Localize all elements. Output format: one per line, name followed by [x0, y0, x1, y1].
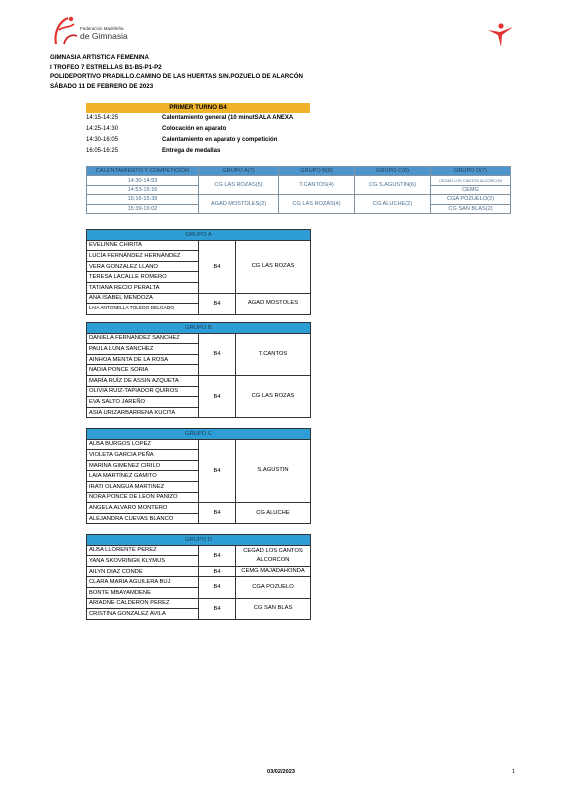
group-table — [86, 534, 311, 620]
schedule-time: 16:05-16:25 — [86, 148, 119, 154]
header-line: POLIDEPORTIVO PRADILLO.CAMINO DE LAS HUERTAS S/N.POZUELO DE ALARCÓN — [50, 73, 304, 81]
gymnast-name: EVELINNE CHIRITA — [87, 240, 199, 251]
rotation-cell: CEGAD LOS CANTOS ALCORCON — [431, 176, 511, 185]
rotation-time: 14:53-15:16 — [87, 185, 199, 194]
federation-logo — [50, 14, 140, 48]
club-cell: CG ALUCHE — [236, 503, 311, 524]
gymnast-row — [87, 333, 311, 344]
schedule-desc: Colocación en aparato — [162, 126, 227, 132]
group-title: GRUPO D — [87, 535, 311, 546]
gymnast-name: CLARA MARIA AGUILERA BUJ — [87, 577, 199, 588]
gymnast-name: YANA SKOVRINGK KLYMUS — [87, 556, 199, 567]
rotation-time: 15:39-16:02 — [87, 204, 199, 213]
header-line: I TROFEO 7 ESTRELLAS B1-B5-P1-P2 — [50, 63, 162, 71]
gymnast-row — [87, 439, 311, 450]
schedule-time: 14:30-16:05 — [86, 137, 119, 143]
gymnast-name: CRISTINA GONZALEZ AVILA — [87, 609, 199, 620]
gymnast-name: VIOLETA GARCIA PEÑA — [87, 450, 199, 461]
group-header-row — [87, 429, 311, 440]
club-cell: CG LAS ROZAS — [236, 240, 311, 293]
gymnast-name: IRATI OLANGUA MARTINEZ — [87, 481, 199, 492]
gymnast-name: NORA PONCE DE LEON PANIZO — [87, 492, 199, 503]
rotation-cell: CEMG — [431, 185, 511, 194]
gymnast-name: OLIVIA RUIZ-TAPIADOR QUIROS — [87, 386, 199, 397]
gymnast-name: BONTE MBAYAMDENE — [87, 587, 199, 598]
level-cell: B4 — [199, 439, 236, 503]
gymnast-name: AILYN DIAZ CONDE — [87, 566, 199, 577]
rotation-header: GRUPO D(7) — [431, 167, 511, 176]
group-header-row — [87, 230, 311, 241]
gymnast-name: LAIA ANTONELLA TOLEDO DELGADO — [87, 304, 199, 315]
gymnast-name: EVA SALTO JAREÑO — [87, 397, 199, 408]
turno-title: PRIMER TURNO B4 — [86, 103, 310, 113]
header-line: GIMNASIA ARTISTICA FEMENINA — [50, 54, 149, 61]
rotation-row — [87, 176, 511, 185]
group-table — [86, 229, 311, 315]
gymnast-name: PAULA LUNA SANCHEZ — [87, 344, 199, 355]
level-cell: B4 — [199, 240, 236, 293]
gymnast-row — [87, 240, 311, 251]
rotation-time: 14:30-14:53 — [87, 176, 199, 185]
gymnast-name: MARÍA RUÍZ DE ASSIN AZQUETA — [87, 375, 199, 386]
gymnast-name: ALBA LLORENTE PEREZ — [87, 545, 199, 556]
group-table — [86, 428, 311, 524]
schedule-desc: Entrega de medallas — [162, 148, 221, 154]
gymnast-name: ALEJANDRA CUEVAS BLANCO — [87, 513, 199, 524]
gymnast-name: NADIA PONCE SORIA — [87, 365, 199, 376]
schedule-time: 14:25-14:30 — [86, 126, 119, 132]
schedule-row — [86, 146, 326, 157]
level-cell: B4 — [199, 545, 236, 566]
club-cell: CEMG MAJADAHONDA — [236, 566, 311, 577]
schedule-time: 14:15-14:25 — [86, 115, 119, 121]
schedule-row — [86, 124, 326, 135]
level-cell: B4 — [199, 333, 236, 375]
rotation-header: GRUPO C(8) — [355, 167, 431, 176]
org-name-line2: de Gimnasia — [80, 31, 128, 41]
rotation-cell: CGA POZUELO(2) — [431, 195, 511, 204]
org-name-line1: Federación Madrileña — [80, 26, 124, 31]
club-cell: AGAD MOSTOLES — [236, 293, 311, 314]
group-table — [86, 322, 311, 418]
rotation-cell: CG ALUCHE(2) — [355, 195, 431, 214]
gymnast-logo-icon — [487, 22, 515, 53]
gymnast-name: ALBA BURGOS LOPEZ — [87, 439, 199, 450]
club-cell: CG SAN BLAS — [236, 598, 311, 619]
gymnast-name: VERA GONZALEZ LLANO — [87, 261, 199, 272]
group-header-row — [87, 323, 311, 334]
level-cell: B4 — [199, 566, 236, 577]
gymnast-row — [87, 545, 311, 556]
gymnast-name: TERESA LACALLE ROMERO — [87, 272, 199, 283]
rotation-cell: CG LAS ROZAS(5) — [199, 176, 279, 195]
level-cell: B4 — [199, 577, 236, 598]
club-cell: S.AGUSTIN — [236, 439, 311, 503]
rotation-header: CALENTAMIENTO Y COMPETICIÓN — [87, 167, 199, 176]
gymnast-row — [87, 598, 311, 609]
gymnast-name: ARIADNE CALDERON PEREZ — [87, 598, 199, 609]
document-header — [50, 53, 303, 91]
gymnast-name: ANA ISABEL MENDOZA — [87, 293, 199, 304]
club-cell: CG LAS ROZAS — [236, 375, 311, 417]
group-header-row — [87, 535, 311, 546]
rotation-cell: CG LAS ROZAS(4) — [279, 195, 355, 214]
schedule-row — [86, 113, 326, 124]
rotation-header: GRUPO A(7) — [199, 167, 279, 176]
gymnast-name: ASIA URIZARBARRENA KUCITA — [87, 407, 199, 418]
schedule-row — [86, 135, 326, 146]
group-title: GRUPO A — [87, 230, 311, 241]
turno-schedule — [86, 113, 326, 157]
level-cell: B4 — [199, 293, 236, 314]
gymnast-name: LUCÍA FERNÁNDEZ HERNÁNDEZ — [87, 251, 199, 262]
gymnast-row — [87, 503, 311, 514]
gymnast-name: AINHOA MENTA DE LA ROSA — [87, 354, 199, 365]
gymnast-name: MARINA GIMENEZ CIRILO — [87, 460, 199, 471]
gymnast-row — [87, 293, 311, 304]
gymnast-row — [87, 375, 311, 386]
group-title: GRUPO C — [87, 429, 311, 440]
rotation-header-row — [87, 167, 511, 176]
level-cell: B4 — [199, 503, 236, 524]
gymnast-name: ANGELA ALVARO MONTERO — [87, 503, 199, 514]
rotation-row — [87, 195, 511, 204]
page-number: 1 — [512, 769, 516, 775]
rotation-cell: T.CANTOS(4) — [279, 176, 355, 195]
gymnast-name: DANIELA FERNANDEZ SANCHEZ — [87, 333, 199, 344]
rotation-cell: CG S.AGUSTIN(6) — [355, 176, 431, 195]
club-cell: CEGAD LOS CANTOS ALCORCON — [236, 545, 311, 566]
rotation-table — [86, 166, 511, 214]
rotation-cell: CG SAN BLAS(2) — [431, 204, 511, 213]
gymnast-row — [87, 566, 311, 577]
level-cell: B4 — [199, 375, 236, 417]
gymnast-name: LAIA MARTÍNEZ GAMITO — [87, 471, 199, 482]
rotation-header: GRUPO B(8) — [279, 167, 355, 176]
rotation-time: 15:16-15:39 — [87, 195, 199, 204]
rotation-cell: AGAD MOSTOLES(2) — [199, 195, 279, 214]
gymnast-row — [87, 577, 311, 588]
header-line: SÁBADO 11 DE FEBRERO DE 2023 — [50, 82, 154, 90]
group-title: GRUPO B — [87, 323, 311, 334]
fmg-logo-icon — [50, 14, 80, 46]
footer-date: 03/02/2023 — [267, 769, 295, 775]
schedule-desc: Calentamiento en aparato y competición — [162, 137, 278, 143]
gymnast-name: TATIANA RECIO PERALTA — [87, 282, 199, 293]
level-cell: B4 — [199, 598, 236, 619]
club-cell: CGA POZUELO — [236, 577, 311, 598]
club-cell: T.CANTOS — [236, 333, 311, 375]
schedule-desc: Calentamiento general (10 minutSALA ANEXA — [162, 115, 294, 121]
